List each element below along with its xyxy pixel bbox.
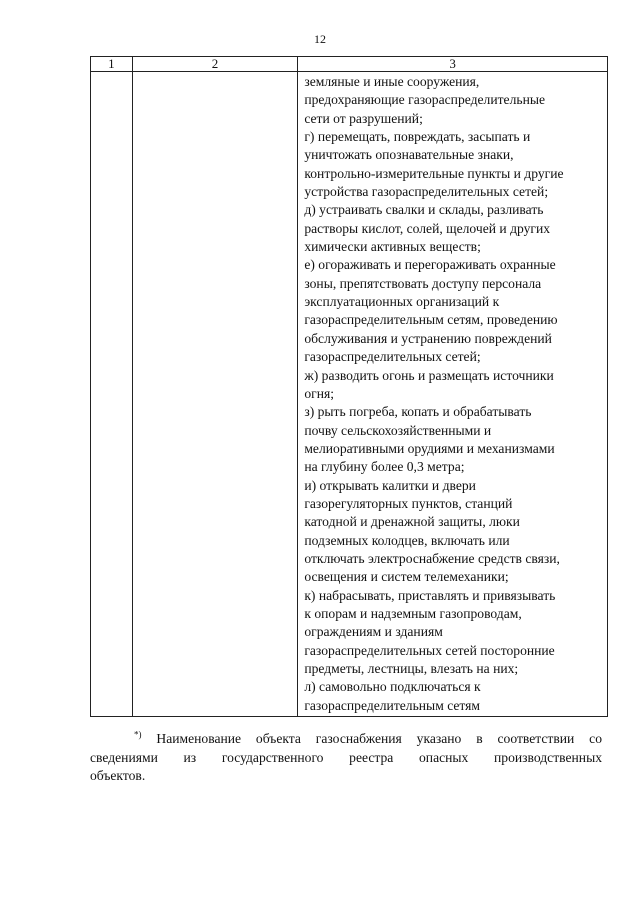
text-line: подземных колодцев, включать или — [304, 532, 510, 548]
text-line: обслуживания и устранению повреждений — [304, 330, 552, 346]
prohibitions-text — [298, 72, 607, 716]
text-line: катодной и дренажной защиты, люки — [304, 514, 520, 530]
column-header-1: 1 — [91, 57, 133, 72]
text-line: газораспределительным сетям, проведению — [304, 312, 558, 328]
footnote — [90, 730, 602, 786]
text-line: д) устраивать свалки и склады, разливать — [304, 202, 544, 218]
text-line: растворы кислот, солей, щелочей и других — [304, 220, 551, 236]
text-line: предметы, лестницы, влезать на них; — [304, 661, 519, 676]
text-line: г) перемещать, повреждать, засыпать и — [304, 129, 531, 145]
cell-col3 — [298, 72, 608, 717]
text-line: зоны, препятствовать доступу персонала — [304, 275, 542, 291]
text-line: к) набрасывать, приставлять и привязывать — [304, 587, 556, 603]
text-line: газораспределительных сетей; — [304, 349, 481, 365]
text-line: огня; — [304, 385, 335, 401]
footnote-marker: *) — [134, 729, 142, 740]
text-line: отключать электроснабжение средств связи, — [304, 550, 560, 566]
text-line: е) огораживать и перегораживать охранные — [304, 257, 556, 273]
text-line: земляные и иные сооружения, — [304, 74, 480, 89]
footnote-line: объектов. — [90, 768, 146, 784]
text-line: устройства газораспределительных сетей; — [304, 184, 549, 200]
footnote-line: *) Наименование объекта газоснабжения указано в соответствии со — [134, 729, 602, 746]
text-line: на глубину более 0,3 метра; — [304, 459, 465, 475]
text-line: к опорам и надземным газопроводам, — [304, 605, 522, 621]
page-number: 12 — [314, 32, 326, 46]
text-line: контрольно-измерительные пункты и другие — [304, 165, 564, 181]
footnote-line: сведениями из государственного реестра опасных производственных — [90, 749, 602, 765]
text-line: газораспределительным сетям — [304, 697, 481, 713]
column-header-3: 3 — [298, 57, 608, 72]
text-line: и) открывать калитки и двери — [304, 477, 476, 493]
text-line: газорегуляторных пунктов, станций — [304, 495, 513, 511]
text-line: з) рыть погреба, копать и обрабатывать — [304, 404, 532, 420]
column-header-2: 2 — [132, 57, 298, 72]
table-row — [91, 72, 608, 717]
text-line: сети от разрушений; — [304, 110, 423, 126]
text-line: уничтожать опознавательные знаки, — [304, 147, 514, 163]
text-line: ограждениям и зданиям — [304, 624, 443, 640]
text-line: эксплуатационных организаций к — [304, 294, 500, 310]
text-line: мелиоративными орудиями и механизмами — [304, 440, 555, 456]
text-line: л) самовольно подключаться к — [304, 679, 481, 695]
table-header-row — [91, 57, 608, 72]
cell-col2 — [132, 72, 298, 717]
requirements-table — [90, 56, 608, 717]
text-line: газораспределительных сетей посторонние — [304, 642, 555, 658]
text-line: освещения и систем телемеханики; — [304, 569, 509, 585]
text-line: химически активных веществ; — [304, 239, 481, 255]
text-line: ж) разводить огонь и размещать источники — [304, 367, 554, 383]
text-line: почву сельскохозяйственными и — [304, 422, 492, 438]
cell-col1 — [91, 72, 133, 717]
text-line: предохраняющие газораспределительные — [304, 92, 546, 108]
